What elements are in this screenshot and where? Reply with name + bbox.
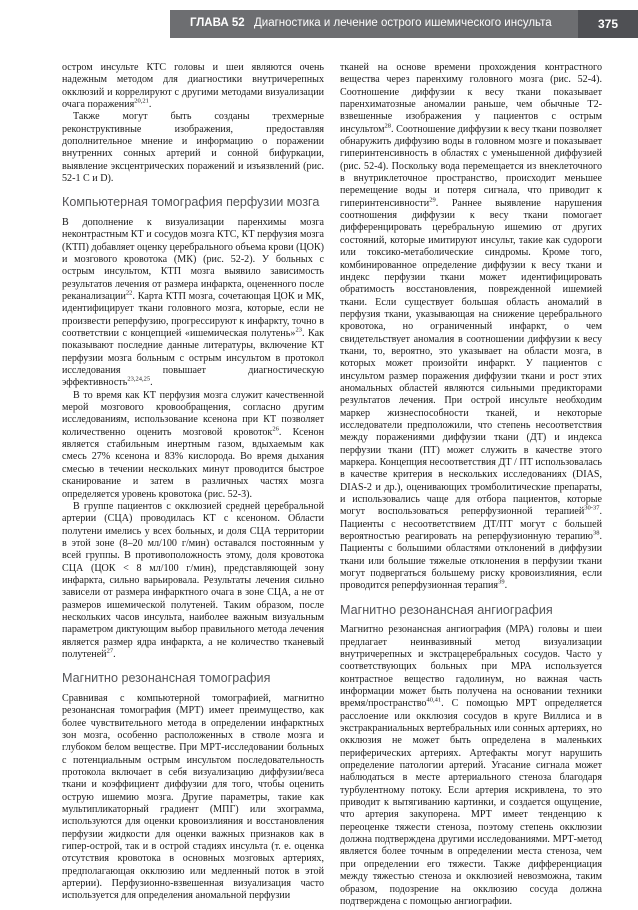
section-heading-mra: Магнитно резонансная ангиография (340, 602, 553, 617)
left-column (62, 62, 324, 903)
paragraph: Магнитно резонансная ангиография (МРА) головы и шеи предлагает неинвазивный метод визуализации внутричерепных и экстрацеребральных сосудов. Часто у соответствующих больных при МРА используется контрастное вещество гадолинум, но важная часть информации может быть получена на основании техники время/пространство$^{40,41}$. С помощью МРТ определяется расслоение или окклюзия сосудов в круге Виллиса и в экстракраниальных вертебральных или сонных артериях, но окклюзия не может быть определена в маленьких периферических артериях. Артефакты могут нарушить определение патологии артерий. Угасание сигнала может наблюдаться в месте артериального стеноза благодаря турбулентному потоку. Если артерия искривлена, то это приводит к вытягиванию картинки, и создается ощущение, что артерия закупорена. МРТ имеет тенденцию к переоценке тяжести стеноза, поэтому степень окклюзии должна подтверждена другими исследованиями. МРТ-метод является более точным в определении места стеноза, чем при определении его тяжести. Также дифференциация между тяжестью стеноза и окклюзией невозможна, таким образом, подозрение на окклюзию сосуда должна подтверждена с помощью ангиографии. (340, 624, 602, 907)
paragraph: тканей на основе времени прохождения контрастного вещества через паренхиму головного мозга (рис. 52-4). Соотношение диффузии к весу ткани показывает паренхиматозные аномалии раньше, чем обычные Т2-взвешенные изображения у пациентов с острым инсультом$^{28}$. Соотношение диффузии к весу ткани позволяет обнаружить диффузию воды в головном мозге и показывает гиперинтенсивность в областях с уменьшенной диффузией (рис. 52-4). Поскольку вода перемещается из внеклеточного в внутриклеточное пространство, происходит меньшее перемещение воды и потеря сигнала, что приводит к гиперинтенсивности$^{29}$. Раннее выявление нарушения соотношения диффузии к весу ткани помогает дифференцировать церебральную ишемию от других состояний, которые имитируют инсульт, такие как судороги или токсико-метаболические синдромы. Кроме того, комбинированное определение диффузии к весу ткани и индекс перфузии ткани может идентифицировать обратимость восстановления, поврежденной ишемией ткани. Если существует большая область аномалий в перфузия ткани, указывающая на снижение церебрального кровотока, но ограниченный инфаркт, о чем свидетельствует аномалия в соотношении диффузии к весу ткани, то, вероятно, это указывает на области мозга, в которых может произойти инфаркт. У пациентов с инсультом размер поражения диффузии ткани и рост этих аномальных областей являются сильными предикторами результатов лечения. При острой инсульте необходим маркер жизнеспособности тканей, и некоторые исследователи предположили, что степень несоответствия между поражениями диффузии ткани (ДТ) и индекса перфузии ткани (ПТ) может служить в качестве этого маркера. Концепция несоответствия ДТ / ПТ использовалась в качестве критерия в нескольких исследованиях (DIAS, DIAS-2 и др.), оценивающих тромболитические препараты, и использовались чаще для отбора пациентов, которые могут воспользоваться реперфузионной терапией$^{30-37}$. Пациенты с несоответствием ДТ/ПТ могут с большей вероятностью реагировать на реперфузионную терапию$^{38}$. Пациенты с большими областями отклонений в диффузии ткани или большие тяжелые отклонения в перфузии ткани могут подвергаться большему риску кровоизлияния, если проводится реперфузионная терапия$^{39}$. (340, 62, 602, 592)
right-column (340, 62, 602, 908)
running-header (0, 0, 638, 44)
paragraph: остром инсульте КТС головы и шеи являются очень надежным методом для диагностики внутричерепных окклюзий и коррелируют с другими методами визуализации очага поражения$^{20,21}$. (62, 62, 324, 111)
paragraph: В дополнение к визуализации паренхимы мозга неконтрастным КТ и сосудов мозга КТС, КТ перфузия мозга (КТП) добавляет оценку церебрального объема крови (ЦОК) и мозгового кровотока (МК) (рис. 52-2). У больных с острым инсультом, КТП мозга выявило зависимость результатов лечения от размера инфаркта, оцененного после реканализации$^{22}$. Карта КТП мозга, сочетающая ЦОК и МК, идентифицирует ткани головного мозга, которые, если не произвести реперфузию, прогрессируют к инфаркту, точно в соответствии с концепцией «ишемическая полутень»$^{23}$. Как показывают последние данные литературы, включение КТ перфузии мозга больным с острым инсультом в протокол исследования повышает диагностическую эффективность$^{23,24,25}$. (62, 216, 324, 389)
page-number: 375 (578, 10, 638, 38)
paragraph: В то время как КТ перфузия мозга служит качественной мерой мозгового кровообращения, согласно другим исследованиям, использование ксенона при КТ позволяет количественно оценить мозговой кровоток$^{26}$. Ксенон является стабильным инертным газом, вдыхаемым как смесь 27% ксенона и 83% кислорода. Во время дыхания смесью в течении нескольких минут проводится быстрое сканирование и затем в различных частях мозга определяется уровень кровотока (рис. 52-3). (62, 389, 324, 500)
chapter-label: ГЛАВА 52 (190, 17, 245, 29)
paragraph: Сравнивая с компьютерной томографией, магнитно резонансная томография (МРТ) имеет преимущество, как более чувствительного метода в определении инфарктных зон мозга, особенно расположенных в стволе мозга и глубоком белом веществе. При МРТ-исследовании больных с потенциальным острым инсультом последовательность протокола включает в себя визуализацию диффузии/веса ткани и коэффициент диффузии для того, чтобы оценить острую ишемию мозга. Другие параметры, такие как мультипликаторный градиент (МПГ) или эхограмма, используются для оценки кровоизлияния и восстановления перфузии жидкости для оценки важных признаков как в гипер-острой, так и в острой стадиях инсульта (т. е. оценка отсутствия кровотока в основных мозговых артериях, предполагающая окклюзию или медленный поток в этой артерии). Перфузионно-взвешенная визуализация часто используется для определения аномальной перфузии (62, 692, 324, 902)
paragraph: В группе пациентов с окклюзией средней церебральной артерии (СЦА) проводилась КТ с ксеноном. Области полутени имелись у всех больных, и доля СЦА территории в этой зоне (8–20 мл/100 г/мин) оставался постоянным у всей группы. В противоположность этому, доля кровотока СЦА (ЦОК < 8 мл/100 г/мин), представляющей зону инфаркта, сильно варьировала. Результаты лечения сильно зависели от размера инфарктного очага в зоне СЦА, а не от размеров ишемической полутеней. Таким образом, после нескольких часов инсульта, наиболее важным визуальным параметром диктующим выбор правильного метода лечения является размер ядра инфаркта, а не количество тканевый полутеней$^{27}$. (62, 500, 324, 660)
paragraph: Также могут быть созданы трехмерные реконструктивные изображения, предоставляя дополнительное мнение и информацию о поражении внутренних сонных артерий и сонной бифуркации, выявление эксцентрических поражений и изъязвлений (рис. 52-1 С и D). (62, 111, 324, 185)
section-heading-mri: Магнитно резонансная томография (62, 671, 271, 686)
chapter-title: Диагностика и лечение острого ишемического инсульта (254, 17, 552, 29)
section-heading-ct-perfusion: Компьютерная томография перфузии мозга (62, 195, 320, 210)
